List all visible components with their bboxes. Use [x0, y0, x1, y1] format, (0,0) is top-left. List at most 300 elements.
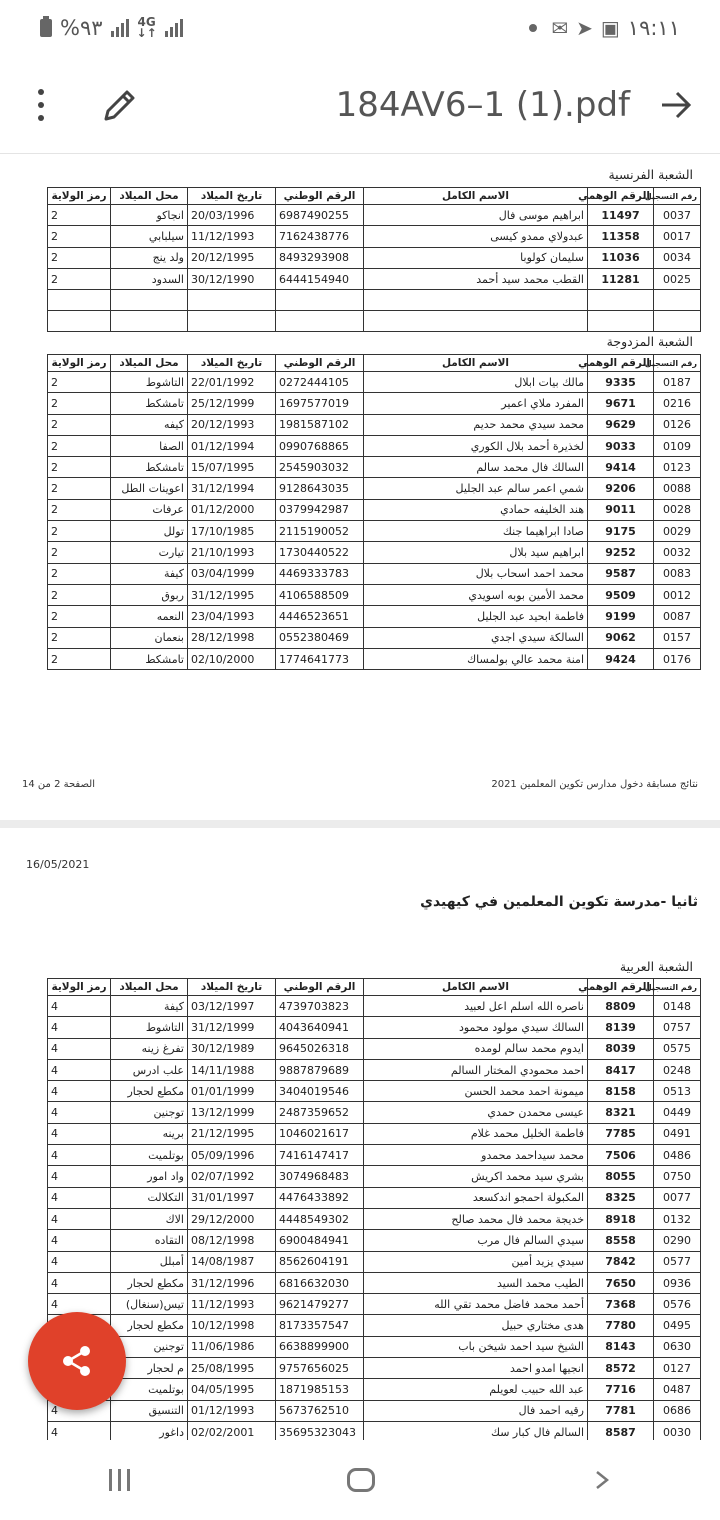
cell-name: عبد الله حبيب لعويلم: [364, 1379, 588, 1400]
cell-wil: 2: [48, 542, 111, 563]
cell-place: توجنين: [111, 1102, 188, 1123]
empty-cell: [364, 290, 588, 311]
cell-name: خديجة محمد فال محمد صالح: [364, 1208, 588, 1229]
table-row: [48, 478, 701, 499]
cell-wil: 4: [48, 1400, 111, 1421]
cell-nid: 6444154940: [276, 268, 364, 289]
cell-place: بنعمان: [111, 627, 188, 648]
cell-dob: 31/12/1995: [188, 584, 276, 605]
network-label: 4G: [137, 15, 156, 29]
cell-code: 9587: [588, 563, 654, 584]
cell-reg: 0037: [654, 205, 701, 226]
cell-place: بوتلميت: [111, 1379, 188, 1400]
cell-name: ابراهيم موسى فال: [364, 205, 588, 226]
cell-name: شمي اعمر سالم عبد الجليل: [364, 478, 588, 499]
table-row: [48, 1358, 701, 1379]
cell-wil: 4: [48, 1166, 111, 1187]
cell-nid: 4043640941: [276, 1017, 364, 1038]
cell-code: 11497: [588, 205, 654, 226]
cell-place: مكطع لحجار: [111, 1272, 188, 1293]
cell-place: اعوينات الطل: [111, 478, 188, 499]
cell-dob: 01/12/1994: [188, 435, 276, 456]
cell-name: فاطمة ابحيد عبد الجليل: [364, 606, 588, 627]
cell-dob: 11/06/1986: [188, 1336, 276, 1357]
cell-dob: 22/01/1992: [188, 372, 276, 393]
cell-place: بوتلميت: [111, 1145, 188, 1166]
cell-code: 9206: [588, 478, 654, 499]
cell-reg: 0575: [654, 1038, 701, 1059]
table-row: [48, 1166, 701, 1187]
cell-dob: 11/12/1993: [188, 226, 276, 247]
cell-nid: 0552380469: [276, 627, 364, 648]
column-header-code: الرقم الوهمي: [588, 355, 654, 372]
table-row: [48, 1400, 701, 1421]
cell-wil: 4: [48, 1208, 111, 1229]
cell-place: برينه: [111, 1123, 188, 1144]
status-right: [529, 16, 680, 40]
table-row: [48, 1379, 701, 1400]
cell-nid: 4739703823: [276, 996, 364, 1017]
cell-reg: 0132: [654, 1208, 701, 1229]
cell-wil: 2: [48, 247, 111, 268]
cell-nid: 2545903032: [276, 457, 364, 478]
column-header-nid: الرقم الوطني: [276, 979, 364, 996]
table-row: [48, 1208, 701, 1229]
table-header-row: [48, 979, 701, 996]
column-header-reg: رقم التسجيل: [654, 355, 701, 372]
cell-wil: 2: [48, 457, 111, 478]
cell-reg: 0157: [654, 627, 701, 648]
cell-reg: 0487: [654, 1379, 701, 1400]
cell-reg: 0127: [654, 1358, 701, 1379]
cell-place: الاك: [111, 1208, 188, 1229]
network-type: 4G ↓↑: [136, 15, 157, 40]
cell-reg: 0126: [654, 414, 701, 435]
cell-dob: 02/07/1992: [188, 1166, 276, 1187]
table-row: [48, 393, 701, 414]
cell-code: 8809: [588, 996, 654, 1017]
table-row: [48, 996, 701, 1017]
cell-nid: 1697577019: [276, 393, 364, 414]
empty-row: [48, 311, 701, 332]
cell-place: الصفا: [111, 435, 188, 456]
cell-dob: 31/01/1997: [188, 1187, 276, 1208]
cell-name: ناصره الله اسلم اعل لعبيد: [364, 996, 588, 1017]
column-header-name: الاسم الكامل: [364, 355, 588, 372]
cell-nid: 35695323043: [276, 1421, 364, 1442]
cell-nid: 1981587102: [276, 414, 364, 435]
column-header-dob: تاريخ الميلاد: [188, 979, 276, 996]
cell-place: توجنين: [111, 1336, 188, 1357]
cell-nid: 7162438776: [276, 226, 364, 247]
cell-nid: 8173357547: [276, 1315, 364, 1336]
cell-code: 9629: [588, 414, 654, 435]
cell-reg: 0513: [654, 1081, 701, 1102]
cell-nid: 6638899900: [276, 1336, 364, 1357]
empty-cell: [188, 311, 276, 332]
cell-wil: 2: [48, 372, 111, 393]
cell-wil: 4: [48, 1230, 111, 1251]
cell-dob: 25/12/1999: [188, 393, 276, 414]
cell-code: 7506: [588, 1145, 654, 1166]
cell-wil: 2: [48, 563, 111, 584]
cell-wil: 2: [48, 268, 111, 289]
cell-wil: 2: [48, 648, 111, 669]
cell-place: أمبلل: [111, 1251, 188, 1272]
cell-dob: 01/12/2000: [188, 499, 276, 520]
cell-nid: 6987490255: [276, 205, 364, 226]
cell-wil: 2: [48, 205, 111, 226]
cell-dob: 15/07/1995: [188, 457, 276, 478]
cell-name: هند الخليفه حمادي: [364, 499, 588, 520]
cell-nid: 5673762510: [276, 1400, 364, 1421]
cell-code: 8143: [588, 1336, 654, 1357]
cell-nid: 4446523651: [276, 606, 364, 627]
table-row: [48, 1038, 701, 1059]
cell-nid: 0379942987: [276, 499, 364, 520]
cell-name: الطيب محمد السيد: [364, 1272, 588, 1293]
footer-title: نتائج مسابقة دخول مدارس تكوين المعلمين 2021: [491, 779, 698, 790]
empty-cell: [188, 290, 276, 311]
battery-level: %٩٣: [60, 16, 103, 40]
cell-dob: 03/04/1999: [188, 563, 276, 584]
cell-dob: 08/12/1998: [188, 1230, 276, 1251]
table-row: [48, 1272, 701, 1293]
cell-reg: 0187: [654, 372, 701, 393]
table-row: [48, 1230, 701, 1251]
cell-dob: 02/10/2000: [188, 648, 276, 669]
cell-code: 9335: [588, 372, 654, 393]
cell-code: 8055: [588, 1166, 654, 1187]
cell-place: التقاده: [111, 1230, 188, 1251]
cell-reg: 0248: [654, 1059, 701, 1080]
cell-code: 8918: [588, 1208, 654, 1229]
table-row: [48, 372, 701, 393]
table-row: [48, 1059, 701, 1080]
empty-cell: [588, 290, 654, 311]
cell-reg: 0077: [654, 1187, 701, 1208]
cell-nid: 3074968483: [276, 1166, 364, 1187]
table-bilingual: [47, 354, 701, 670]
cell-reg: 0495: [654, 1315, 701, 1336]
cell-dob: 02/02/2001: [188, 1421, 276, 1442]
cell-dob: 11/12/1993: [188, 1294, 276, 1315]
cell-reg: 0148: [654, 996, 701, 1017]
cell-code: 9199: [588, 606, 654, 627]
cell-reg: 0290: [654, 1230, 701, 1251]
cell-name: القطب محمد سيد أحمد: [364, 268, 588, 289]
column-header-place: محل الميلاد: [111, 188, 188, 205]
table-row: [48, 268, 701, 289]
notification-dot-icon: [529, 24, 537, 32]
cell-nid: 9645026318: [276, 1038, 364, 1059]
table-row: [48, 606, 701, 627]
cell-code: 7785: [588, 1123, 654, 1144]
table-row: [48, 457, 701, 478]
cell-wil: 2: [48, 414, 111, 435]
empty-cell: [48, 290, 111, 311]
cell-reg: 0577: [654, 1251, 701, 1272]
home-icon[interactable]: [347, 1468, 375, 1492]
cell-name: عبدولاي ممدو كيسى: [364, 226, 588, 247]
column-header-name: الاسم الكامل: [364, 188, 588, 205]
cell-place: عرفات: [111, 499, 188, 520]
cell-code: 9011: [588, 499, 654, 520]
cell-name: رقيه احمد فال: [364, 1400, 588, 1421]
table-row: [48, 584, 701, 605]
signal-icon: [111, 19, 129, 37]
cell-dob: 01/01/1999: [188, 1081, 276, 1102]
cell-reg: 0109: [654, 435, 701, 456]
cell-nid: 9621479277: [276, 1294, 364, 1315]
cell-nid: 8493293908: [276, 247, 364, 268]
cell-code: 8417: [588, 1059, 654, 1080]
table-row: [48, 1336, 701, 1357]
cell-reg: 0012: [654, 584, 701, 605]
cell-wil: 4: [48, 1059, 111, 1080]
edit-pencil-icon[interactable]: [100, 85, 140, 125]
cell-place: تولل: [111, 521, 188, 542]
table-row: [48, 1187, 701, 1208]
cell-dob: 17/10/1985: [188, 521, 276, 542]
cell-reg: 0936: [654, 1272, 701, 1293]
cell-name: سيدي السالم فال مرب: [364, 1230, 588, 1251]
cell-name: المفرد ملاي اعمير: [364, 393, 588, 414]
share-icon: [60, 1344, 94, 1378]
cell-dob: 20/12/1995: [188, 247, 276, 268]
cell-reg: 0087: [654, 606, 701, 627]
cell-dob: 14/08/1987: [188, 1251, 276, 1272]
cell-dob: 14/11/1988: [188, 1059, 276, 1080]
cell-name: السالك فال محمد سالم: [364, 457, 588, 478]
cell-name: السالك سيدي مولود محمود: [364, 1017, 588, 1038]
empty-cell: [654, 290, 701, 311]
back-icon[interactable]: [592, 1470, 612, 1490]
column-header-code: الرقم الوهمي: [588, 979, 654, 996]
cell-nid: 4476433892: [276, 1187, 364, 1208]
cell-code: 8558: [588, 1230, 654, 1251]
column-header-dob: تاريخ الميلاد: [188, 188, 276, 205]
cell-reg: 0030: [654, 1421, 701, 1442]
cell-nid: 1774641773: [276, 648, 364, 669]
cell-name: أحمد محمد فاضل محمد تقي الله: [364, 1294, 588, 1315]
cell-wil: 4: [48, 1102, 111, 1123]
table-french: [47, 187, 701, 332]
cell-dob: 30/12/1989: [188, 1038, 276, 1059]
cell-name: بشري سيد محمد اكريش: [364, 1166, 588, 1187]
cell-nid: 9887879689: [276, 1059, 364, 1080]
cell-wil: 4: [48, 1123, 111, 1144]
cell-reg: 0025: [654, 268, 701, 289]
cell-dob: 01/12/1993: [188, 1400, 276, 1421]
column-header-nid: الرقم الوطني: [276, 188, 364, 205]
share-button[interactable]: [28, 1312, 126, 1410]
cell-reg: 0029: [654, 521, 701, 542]
cell-place: مكطع لحجار: [111, 1315, 188, 1336]
cell-dob: 03/12/1997: [188, 996, 276, 1017]
cell-nid: 9757656025: [276, 1358, 364, 1379]
cell-nid: 1046021617: [276, 1123, 364, 1144]
cell-code: 9175: [588, 521, 654, 542]
cell-place: مكطع لحجار: [111, 1081, 188, 1102]
pdf-page-2[interactable]: [0, 154, 720, 820]
column-header-name: الاسم الكامل: [364, 979, 588, 996]
cell-nid: 4106588509: [276, 584, 364, 605]
cell-place: سيلبابي: [111, 226, 188, 247]
cell-nid: 4448549302: [276, 1208, 364, 1229]
cell-code: 7780: [588, 1315, 654, 1336]
table-row: [48, 435, 701, 456]
cell-dob: 21/10/1993: [188, 542, 276, 563]
cell-wil: 4: [48, 1272, 111, 1293]
cell-dob: 23/04/1993: [188, 606, 276, 627]
cell-reg: 0034: [654, 247, 701, 268]
cell-name: هدى مختاري حبيل: [364, 1315, 588, 1336]
cell-wil: 4: [48, 1081, 111, 1102]
column-header-wil: رمز الولاية: [48, 979, 111, 996]
cell-wil: 2: [48, 226, 111, 247]
cell-code: 8139: [588, 1017, 654, 1038]
cell-place: ربوق: [111, 584, 188, 605]
table-row: [48, 1081, 701, 1102]
cell-name: محمد احمد اسحاب بلال: [364, 563, 588, 584]
cell-code: 11281: [588, 268, 654, 289]
cell-reg: 0017: [654, 226, 701, 247]
table-arabic: [47, 978, 701, 1443]
cell-wil: 4: [48, 1251, 111, 1272]
cell-code: 9509: [588, 584, 654, 605]
cell-wil: 4: [48, 1187, 111, 1208]
cell-code: 7781: [588, 1400, 654, 1421]
cell-place: تفرغ زينه: [111, 1038, 188, 1059]
cell-nid: 2487359652: [276, 1102, 364, 1123]
cell-place: السدود: [111, 268, 188, 289]
cell-code: 11036: [588, 247, 654, 268]
gallery-icon: ▣: [600, 16, 620, 40]
cell-name: المكبولة احمجو اندكسعد: [364, 1187, 588, 1208]
cell-code: 9671: [588, 393, 654, 414]
cell-place: التنسيق: [111, 1400, 188, 1421]
cell-dob: 20/12/1993: [188, 414, 276, 435]
cell-reg: 0491: [654, 1123, 701, 1144]
cell-name: صادا ابراهيما جنك: [364, 521, 588, 542]
cell-code: 9424: [588, 648, 654, 669]
cell-nid: 1871985153: [276, 1379, 364, 1400]
cell-code: 8587: [588, 1421, 654, 1442]
cell-wil: 2: [48, 478, 111, 499]
column-header-place: محل الميلاد: [111, 979, 188, 996]
cell-dob: 20/03/1996: [188, 205, 276, 226]
cell-dob: 25/08/1995: [188, 1358, 276, 1379]
system-nav-bar: [0, 1440, 720, 1520]
page-separator: [0, 820, 720, 828]
cell-name: عيسى محمدن حمدي: [364, 1102, 588, 1123]
cell-place: تامشكط: [111, 648, 188, 669]
table-header-row: [48, 188, 701, 205]
column-header-wil: رمز الولاية: [48, 355, 111, 372]
cell-reg: 0088: [654, 478, 701, 499]
cell-name: سليمان كولوبا: [364, 247, 588, 268]
cell-code: 7716: [588, 1379, 654, 1400]
table-row: [48, 499, 701, 520]
table-row: [48, 563, 701, 584]
cell-place: داغور: [111, 1421, 188, 1442]
cell-reg: 0123: [654, 457, 701, 478]
cell-wil: 4: [48, 1294, 111, 1315]
cell-place: التكلالت: [111, 1187, 188, 1208]
cell-place: التاشوط: [111, 1017, 188, 1038]
table-row: [48, 1017, 701, 1038]
section-title-bilingual: الشعبة المزدوجة: [606, 334, 693, 349]
cell-reg: 0216: [654, 393, 701, 414]
cell-place: واد امور: [111, 1166, 188, 1187]
cell-reg: 0686: [654, 1400, 701, 1421]
column-header-place: محل الميلاد: [111, 355, 188, 372]
cell-dob: 29/12/2000: [188, 1208, 276, 1229]
cell-code: 8039: [588, 1038, 654, 1059]
chat-icon: ✉: [551, 16, 569, 40]
empty-cell: [276, 311, 364, 332]
cell-nid: 9128643035: [276, 478, 364, 499]
cell-place: ولد ينج: [111, 247, 188, 268]
cell-place: علب ادرس: [111, 1059, 188, 1080]
table-row: [48, 414, 701, 435]
cell-dob: 31/12/1994: [188, 478, 276, 499]
cell-name: انجيها امدو احمد: [364, 1358, 588, 1379]
table-row: [48, 1251, 701, 1272]
cell-reg: 0176: [654, 648, 701, 669]
cell-wil: 2: [48, 393, 111, 414]
cell-wil: 2: [48, 499, 111, 520]
cell-wil: 2: [48, 627, 111, 648]
cell-reg: 0576: [654, 1294, 701, 1315]
table-row: [48, 627, 701, 648]
cell-code: 8321: [588, 1102, 654, 1123]
cell-name: ابراهيم سيد بلال: [364, 542, 588, 563]
empty-row: [48, 290, 701, 311]
cell-name: سيدي يزيد أمين: [364, 1251, 588, 1272]
cell-dob: 31/12/1996: [188, 1272, 276, 1293]
table-row: [48, 1145, 701, 1166]
cell-nid: 1730440522: [276, 542, 364, 563]
signal-icon-2: [165, 19, 183, 37]
empty-cell: [48, 311, 111, 332]
cell-reg: 0486: [654, 1145, 701, 1166]
cell-code: 7368: [588, 1294, 654, 1315]
cell-place: كيفة: [111, 563, 188, 584]
section-title-arabic: الشعبة العربية: [619, 959, 693, 974]
cell-place: تيس(سنغال): [111, 1294, 188, 1315]
school-heading: ثانيا -مدرسة تكوين المعلمين في كيهيدي: [420, 894, 698, 910]
page-number: الصفحة 2 من 14: [22, 779, 95, 790]
table-row: [48, 542, 701, 563]
cell-code: 7650: [588, 1272, 654, 1293]
table-header-row: [48, 355, 701, 372]
cell-name: امنة محمد عالي بولمساك: [364, 648, 588, 669]
more-vert-icon[interactable]: [26, 89, 56, 121]
table-row: [48, 1294, 701, 1315]
cell-code: 9252: [588, 542, 654, 563]
recents-icon[interactable]: [109, 1469, 130, 1491]
cell-wil: 4: [48, 1421, 111, 1442]
document-title: 184AV6–1 (1).pdf: [335, 84, 630, 125]
cell-name: السالم فال كبار سك: [364, 1421, 588, 1442]
cell-name: فاطمة الخليل محمد غلام: [364, 1123, 588, 1144]
cell-place: كيفة: [111, 996, 188, 1017]
cell-nid: 0272444105: [276, 372, 364, 393]
arrow-forward-icon[interactable]: [658, 87, 694, 123]
cell-nid: 0990768865: [276, 435, 364, 456]
